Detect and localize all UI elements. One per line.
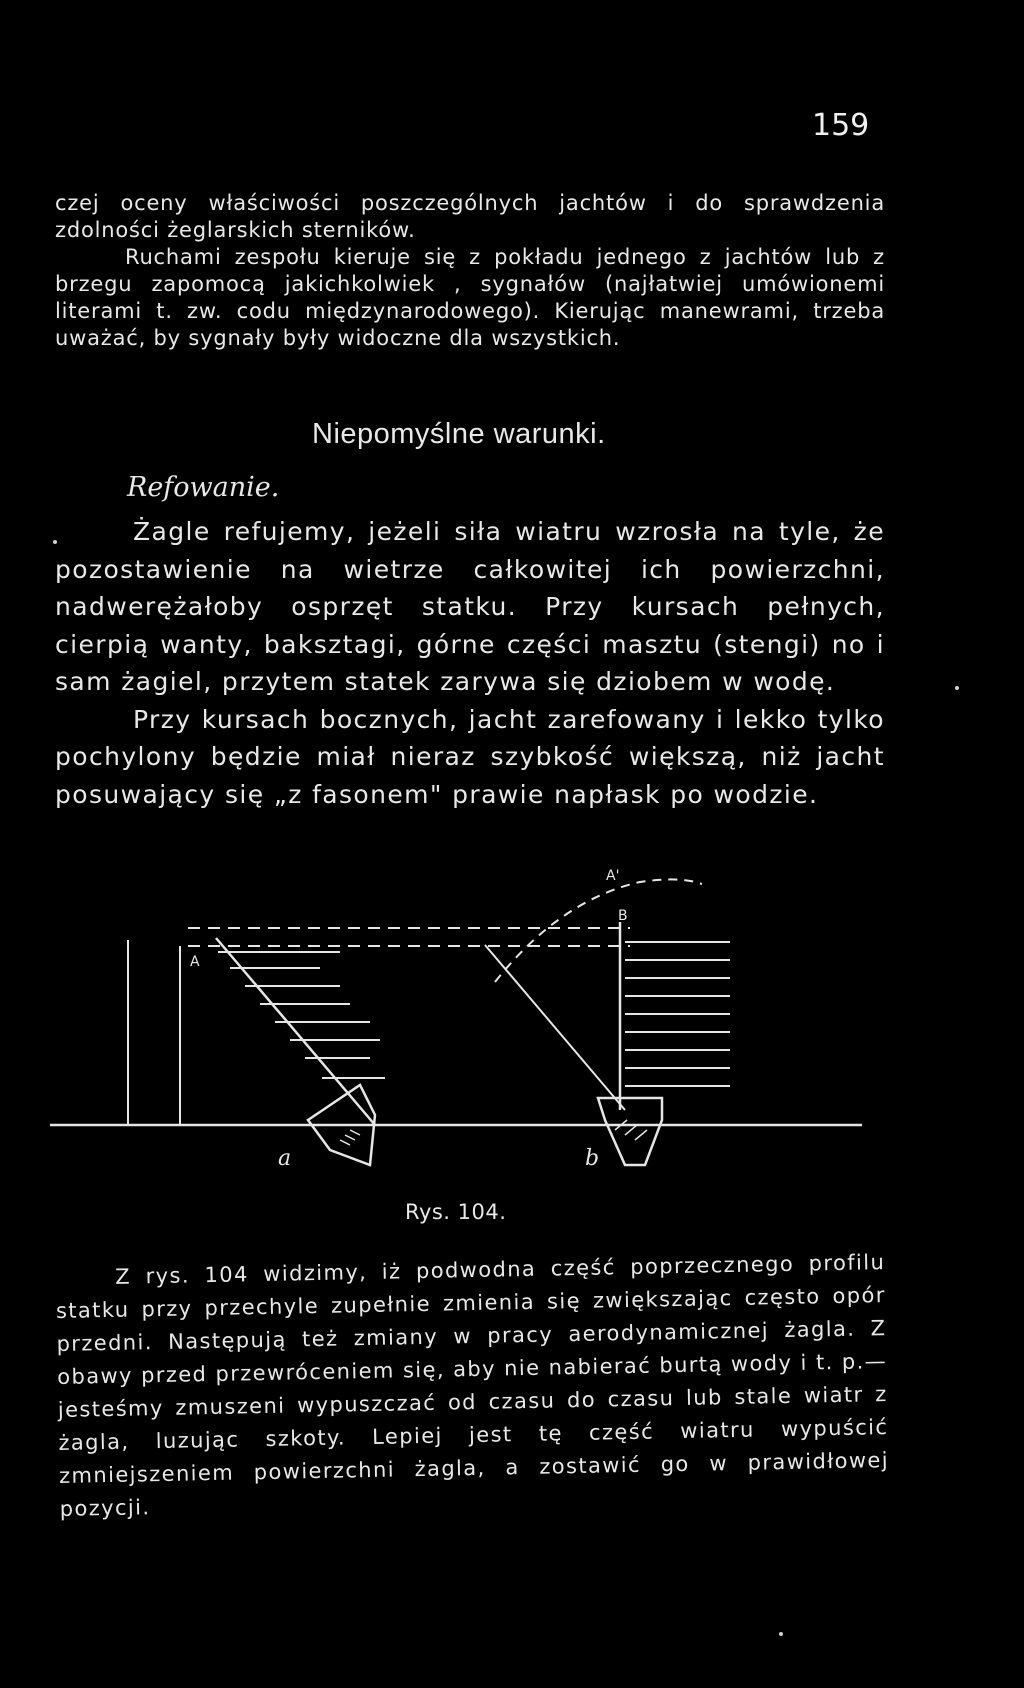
- mast-right-diag: [485, 945, 625, 1110]
- page-speck-2: [955, 686, 959, 690]
- page-number: 159: [812, 108, 870, 143]
- figure-label-B: B: [618, 908, 628, 924]
- paragraph-reefing: [55, 513, 885, 813]
- paragraph-figure-discussion-text: Z rys. 104 widzimy, iż podwodna część poprzecznego profilu statku przy przechyle zupełnie zmienia się zwiększając często opór przedni. Następują też zmiany w pracy aerodynamicznej żagla. Z obawy przed przewróceniem się, aby nie nabierać burtą wody i t. p.— jesteśmy zmuszeni wypuszczać od czasu do czasu lub stale wiatr z żagla, luzując szkoty. Lepiej jest tę część wiatru wypuścić zmniejszeniem powierzchni żagla, a zostawić go w prawidłowej pozycji.: [55, 1250, 890, 1521]
- paragraph-intro: [55, 190, 885, 352]
- paragraph-figure-discussion: [55, 1246, 890, 1526]
- figure-caption: Rys. 104.: [405, 1200, 507, 1224]
- mast-left: [216, 938, 375, 1125]
- side-heading: Refowanie.: [127, 472, 280, 503]
- page-speck-1: [53, 540, 57, 544]
- figure-sail-diagram: [40, 860, 880, 1190]
- paragraph-reefing-part2: Przy kursach bocznych, jacht zarefowany i lekko tylko pochylony będzie miał nieraz szybkość większą, niż jacht posuwający się „z fasonem" prawie napłask po wodzie.: [55, 704, 885, 809]
- section-title: Niepomyślne warunki.: [312, 418, 606, 450]
- figure-label-a: a: [278, 1146, 292, 1171]
- paragraph-intro-line2: Ruchami zespołu kieruje się z pokładu jednego z jachtów lub z brzegu zapomocą jakichkolwiek , sygnałów (najłatwiej umówionemi literami t. zw. codu międzynarodowego). Kierując manewrami, trzeba uważać, by sygnały były widoczne dla wszystkich.: [55, 245, 885, 350]
- figure-label-A-prime: A': [606, 868, 620, 884]
- page-speck-3: [779, 1632, 783, 1636]
- paragraph-reefing-part1: Żagle refujemy, jeżeli siła wiatru wzrosła na tyle, że pozostawienie na wietrze całkowitej ich powierzchni, nadwerężałoby osprzęt statku. Przy kursach pełnych, cierpią wanty, baksztagi, górne części masztu (stengi) no i sam żagiel, przytem statek zarywa się dziobem w wodę.: [55, 517, 885, 696]
- paragraph-intro-line1: czej oceny właściwości poszczególnych jachtów i do sprawdzenia zdolności żeglarskich sterników.: [55, 191, 885, 242]
- figure-label-b: b: [585, 1146, 600, 1171]
- dashed-arc: [495, 879, 702, 982]
- figure-label-A: A: [190, 954, 200, 970]
